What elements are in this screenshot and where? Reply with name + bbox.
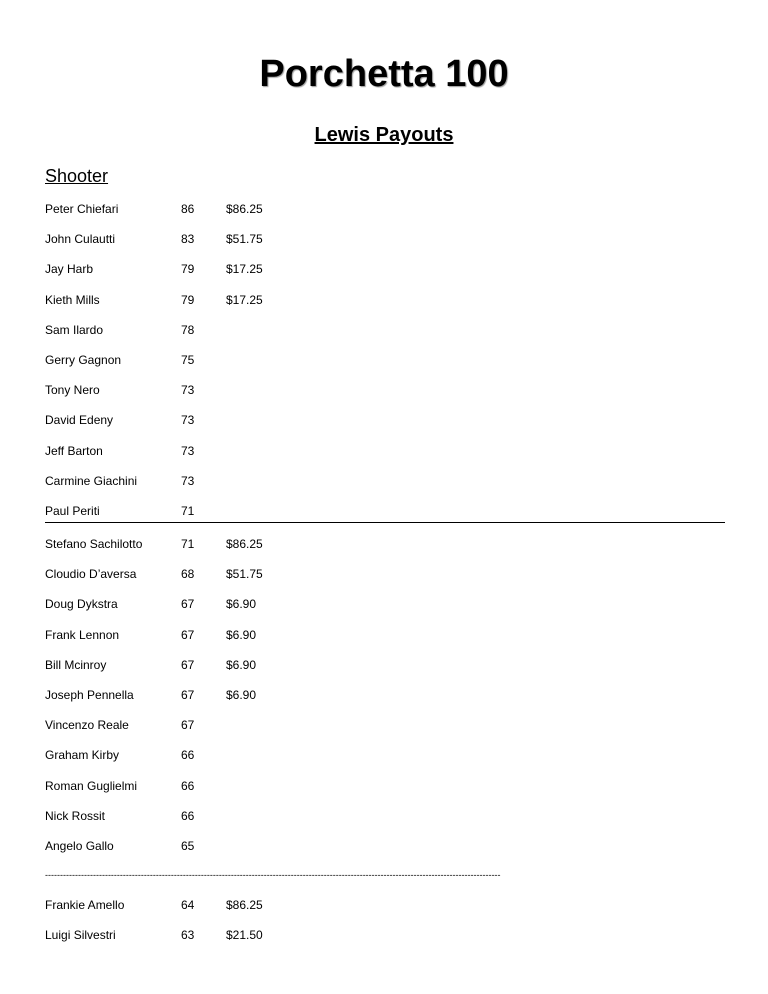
result-row (45, 442, 645, 460)
shooter-score: 86 (181, 202, 195, 216)
shooter-score: 66 (181, 748, 195, 762)
shooter-payout: $17.25 (226, 293, 263, 307)
result-row (45, 321, 645, 339)
shooter-payout: $51.75 (226, 567, 263, 581)
result-row (45, 381, 645, 399)
shooter-score: 67 (181, 688, 195, 702)
shooter-score: 73 (181, 413, 195, 427)
result-row (45, 260, 645, 278)
group-divider-dashes: -------------------------------------------------------------------------------------------------------------------------------------------------------- (45, 870, 501, 880)
shooter-name: Roman Guglielmi (45, 779, 138, 793)
result-row (45, 716, 645, 734)
shooter-name: Doug Dykstra (45, 597, 118, 611)
page-title: Porchetta 100 (259, 53, 509, 95)
result-row (45, 472, 645, 490)
result-row (45, 686, 645, 704)
shooter-score: 79 (181, 293, 195, 307)
result-row (45, 777, 645, 795)
shooter-score: 65 (181, 839, 195, 853)
result-row (45, 502, 645, 520)
shooter-payout: $6.90 (226, 658, 257, 672)
shooter-score: 71 (181, 537, 195, 551)
shooter-payout: $86.25 (226, 537, 263, 551)
shooter-name: Paul Periti (45, 504, 100, 518)
shooter-score: 71 (181, 504, 195, 518)
shooter-payout: $86.25 (226, 202, 263, 216)
page-subtitle: Lewis Payouts (314, 124, 454, 146)
result-row (45, 807, 645, 825)
result-row (45, 565, 645, 583)
shooter-score: 73 (181, 444, 195, 458)
shooter-name: Graham Kirby (45, 748, 120, 762)
result-row (45, 656, 645, 674)
result-row (45, 926, 645, 944)
result-row (45, 230, 645, 248)
shooter-score: 67 (181, 597, 195, 611)
shooter-name: Frank Lennon (45, 628, 120, 642)
shooter-score: 83 (181, 232, 195, 246)
shooter-name: Peter Chiefari (45, 202, 119, 216)
shooter-name: Carmine Giachini (45, 474, 138, 488)
result-row (45, 837, 645, 855)
shooter-score: 79 (181, 262, 195, 276)
result-row (45, 595, 645, 613)
group-divider-rule (45, 522, 725, 523)
shooter-name: David Edeny (45, 413, 114, 427)
section-heading: Shooter (45, 166, 109, 186)
shooter-name: Cloudio D’aversa (45, 567, 137, 581)
shooter-score: 73 (181, 474, 195, 488)
result-row (45, 200, 645, 218)
shooter-name: Luigi Silvestri (45, 928, 116, 942)
shooter-name: Vincenzo Reale (45, 718, 129, 732)
shooter-name: Gerry Gagnon (45, 353, 122, 367)
shooter-score: 63 (181, 928, 195, 942)
shooter-payout: $6.90 (226, 688, 257, 702)
result-row (45, 746, 645, 764)
shooter-name: Kieth Mills (45, 293, 100, 307)
result-row (45, 896, 645, 914)
result-row (45, 291, 645, 309)
shooter-payout: $86.25 (226, 898, 263, 912)
shooter-name: Nick Rossit (45, 809, 106, 823)
shooter-name: Tony Nero (45, 383, 100, 397)
shooter-name: Frankie Amello (45, 898, 125, 912)
result-row (45, 351, 645, 369)
shooter-payout: $6.90 (226, 628, 257, 642)
shooter-name: Jay Harb (45, 262, 94, 276)
shooter-name: Angelo Gallo (45, 839, 114, 853)
shooter-name: Bill Mcinroy (45, 658, 107, 672)
shooter-payout: $51.75 (226, 232, 263, 246)
shooter-score: 68 (181, 567, 195, 581)
shooter-score: 64 (181, 898, 195, 912)
shooter-score: 73 (181, 383, 195, 397)
shooter-name: Stefano Sachilotto (45, 537, 143, 551)
shooter-payout: $6.90 (226, 597, 257, 611)
result-row (45, 626, 645, 644)
shooter-score: 67 (181, 718, 195, 732)
shooter-score: 78 (181, 323, 195, 337)
shooter-score: 66 (181, 809, 195, 823)
shooter-name: John Culautti (45, 232, 116, 246)
shooter-payout: $21.50 (226, 928, 263, 942)
shooter-name: Joseph Pennella (45, 688, 134, 702)
shooter-name: Sam Ilardo (45, 323, 104, 337)
shooter-score: 67 (181, 658, 195, 672)
result-row (45, 535, 645, 553)
shooter-payout: $17.25 (226, 262, 263, 276)
shooter-score: 66 (181, 779, 195, 793)
shooter-score: 75 (181, 353, 195, 367)
shooter-name: Jeff Barton (45, 444, 103, 458)
shooter-score: 67 (181, 628, 195, 642)
result-row (45, 411, 645, 429)
